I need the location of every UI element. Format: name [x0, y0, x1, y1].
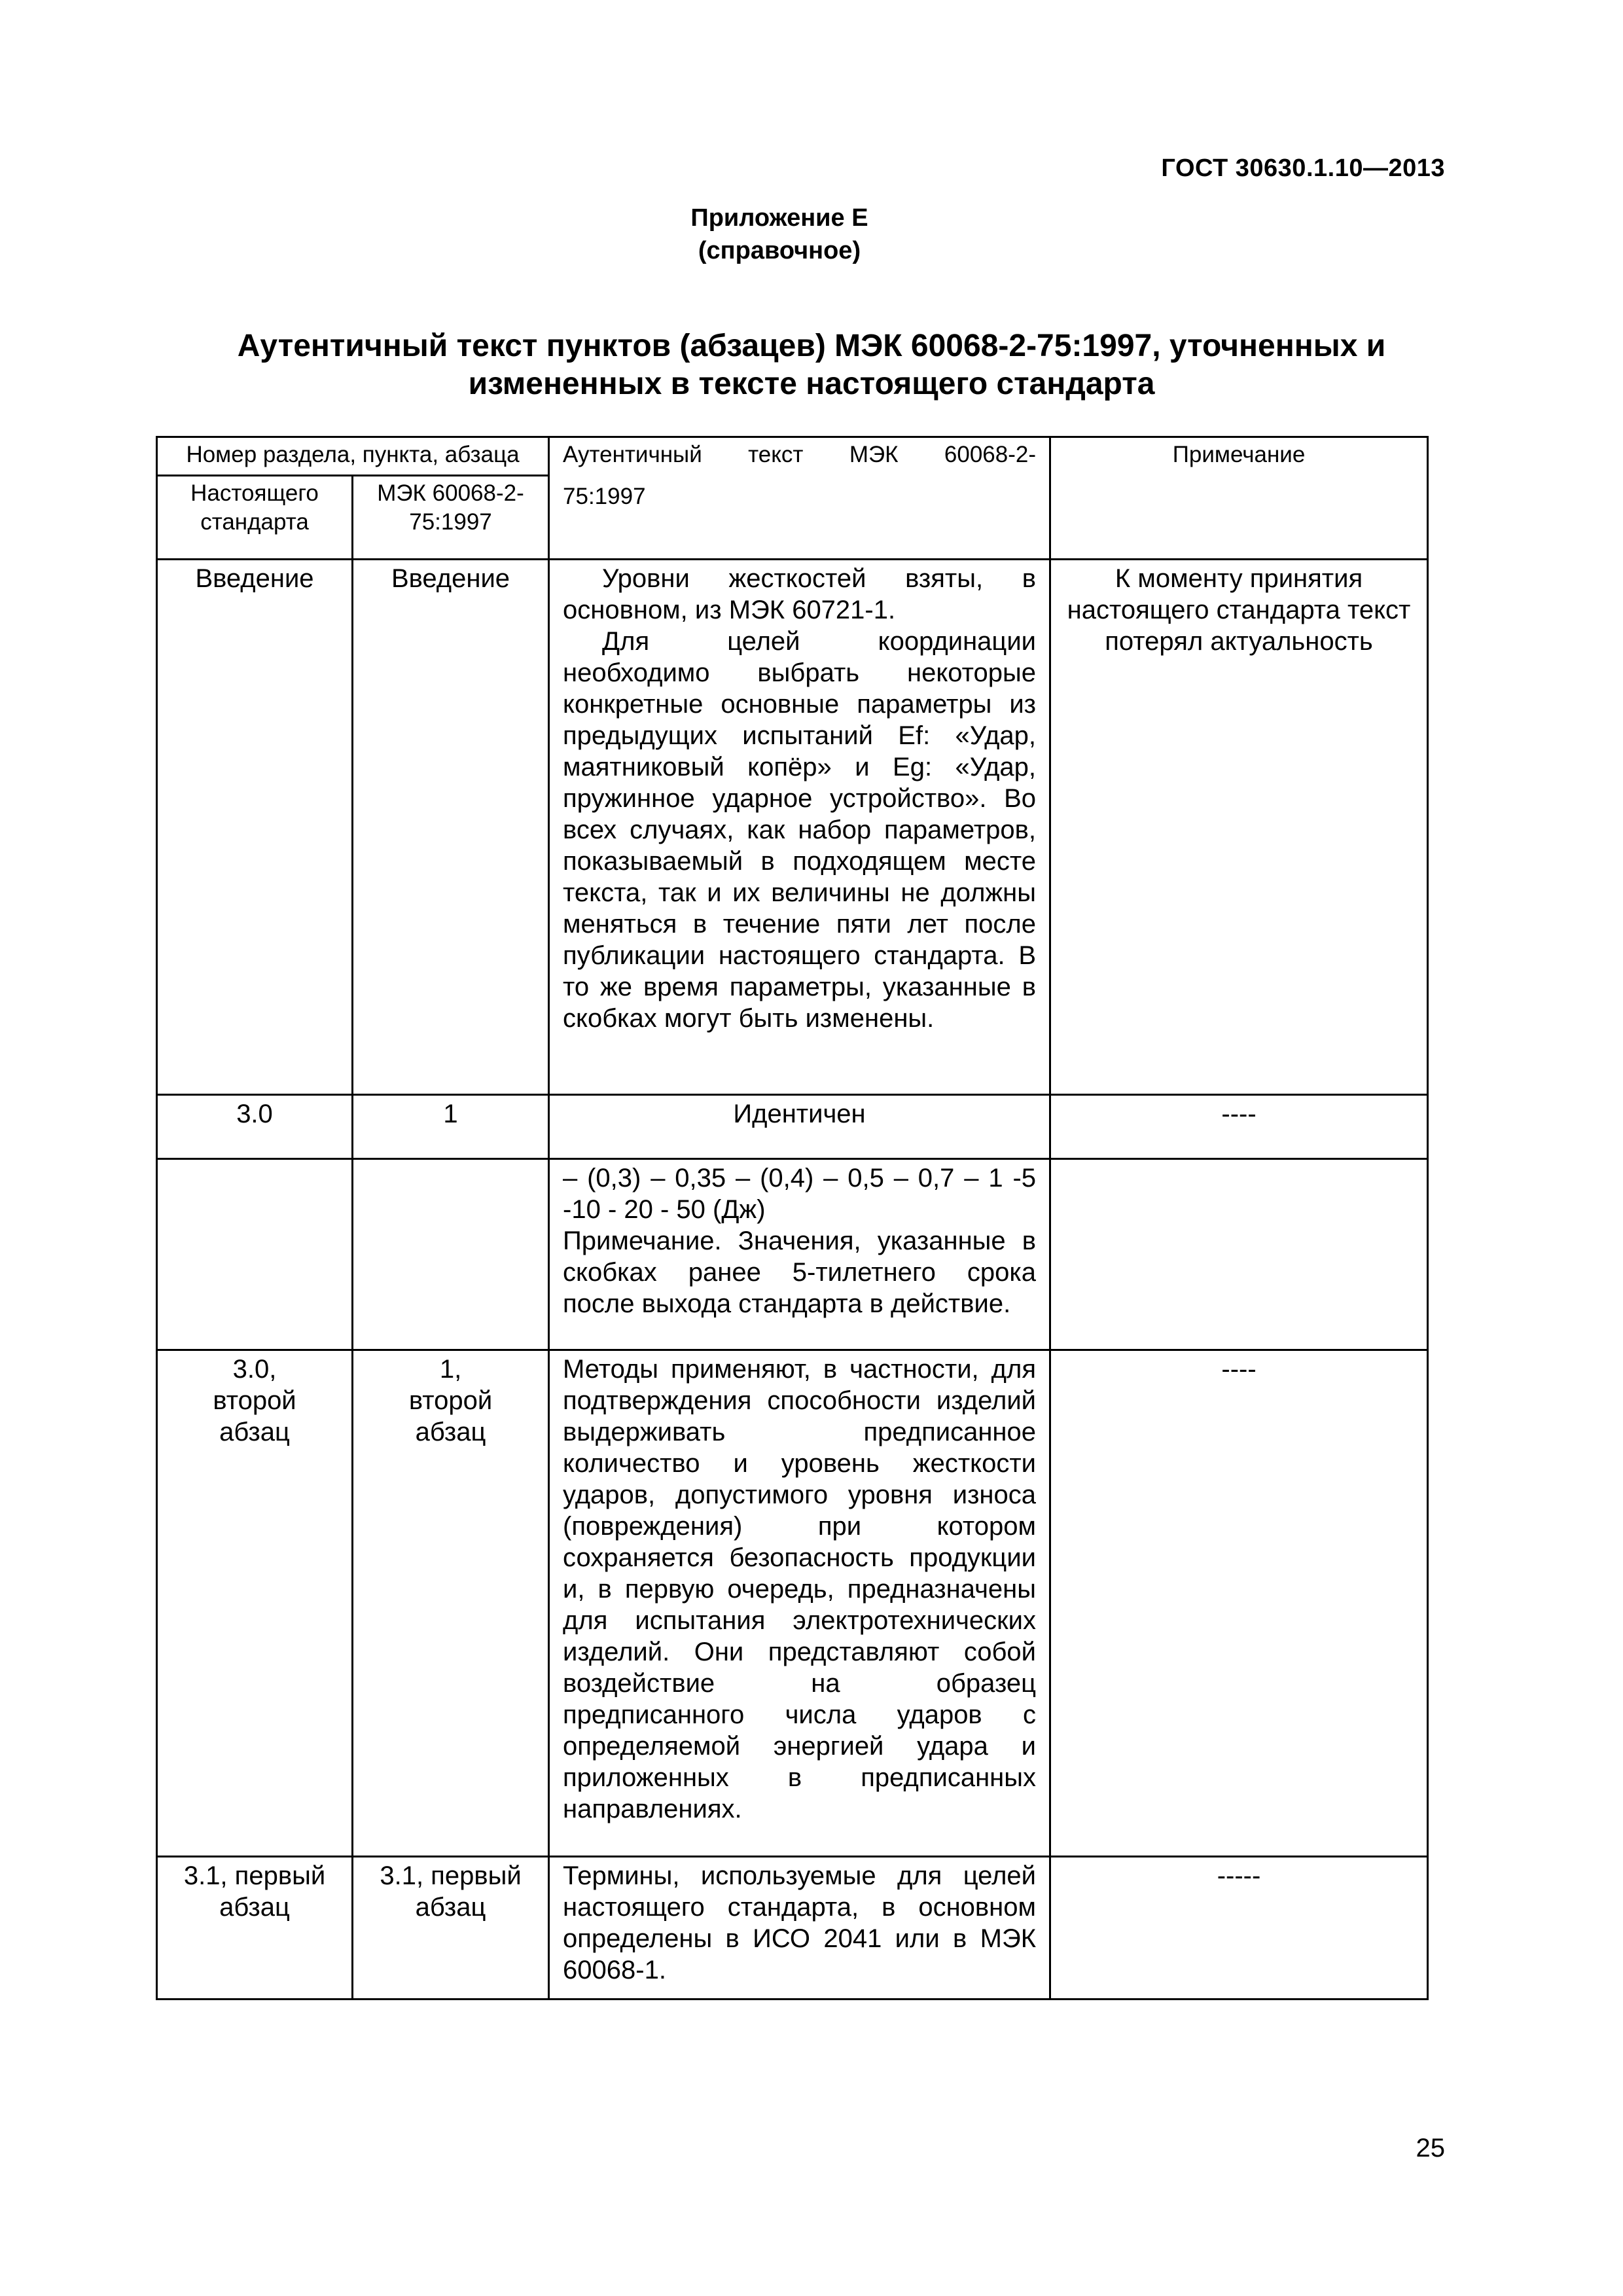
table-row: [157, 1095, 1428, 1159]
cell-authentic-text: Идентичен: [549, 1095, 1050, 1159]
table-header-row-1: [157, 437, 1428, 476]
header-section-group: Номер раздела, пункта, абзаца: [157, 437, 549, 476]
cell-this-standard: 3.0: [157, 1095, 353, 1159]
cell-line: 1,: [439, 1355, 462, 1384]
cell-line: 3.0,: [232, 1355, 277, 1384]
header-note: Примечание: [1050, 437, 1428, 560]
appendix-subtitle: (справочное): [698, 237, 861, 264]
text-paragraph: Примечание. Значения, указанные в скобках ранее 5-тилетнего срока после выхода стандарта в действие.: [563, 1227, 1037, 1318]
cell-line: абзац: [415, 1418, 486, 1446]
cell-authentic-text: Методы применяют, в частности, для подтверждения способности изделий выдерживать предписанное количество и уровень жесткости ударов, допустимого уровня износа (повреждения) при котором сохраняется безопасность продукции и, в первую очередь, предназначены для испытания электротехнических изделий. Они представляют собой воздействие на образец предписанного числа ударов с определяемой энергией удара и приложенных в предписанных направлениях.: [549, 1350, 1050, 1857]
cell-note: К моменту принятия настоящего стандарта текст потерял актуальность: [1050, 560, 1428, 1095]
cell-line: абзац: [219, 1418, 290, 1446]
cell-iec: Введение: [353, 560, 549, 1095]
cell-iec: [353, 1857, 549, 2000]
cell-line: 3.1, первый: [380, 1861, 522, 1890]
appendix-heading: [0, 202, 1559, 267]
cell-note: ----: [1050, 1350, 1428, 1857]
cell-line: 3.1, первый: [183, 1861, 326, 1890]
cell-note: -----: [1050, 1857, 1428, 2000]
cell-this-standard: Введение: [157, 560, 353, 1095]
page-number: 25: [1416, 2134, 1445, 2162]
header-this-standard: Настоящего стандарта: [157, 476, 353, 560]
cell-note: [1050, 1159, 1428, 1350]
document-title-line-2: измененных в тексте настоящего стандарта: [468, 367, 1155, 401]
cell-line: абзац: [219, 1893, 290, 1922]
cell-authentic-text: [549, 1159, 1050, 1350]
cell-authentic-text: [549, 560, 1050, 1095]
cell-line: абзац: [415, 1893, 486, 1922]
table-row: [157, 1350, 1428, 1857]
header-iec-standard: МЭК 60068-2-75:1997: [353, 476, 549, 560]
header-authentic-text: [549, 437, 1050, 560]
gost-number: ГОСТ 30630.1.10—2013: [1161, 154, 1445, 182]
cell-iec: 1: [353, 1095, 549, 1159]
cell-this-standard: [157, 1159, 353, 1350]
cell-line: второй: [213, 1386, 296, 1415]
document-title-line-1: Аутентичный текст пунктов (абзацев) МЭК 60068-2-75:1997, уточненных и: [237, 329, 1386, 363]
table-row: [157, 1857, 1428, 2000]
text-paragraph: Для целей координации необходимо выбрать некоторые конкретные основные параметры из предыдущих испытаний Ef: «Удар, маятниковый копёр» и Eg: «Удар, пружинное ударное устройство». Во всех случаях, как набор параметров, показываемый в подходящем месте текста, так и их величины не должны меняться в течение пяти лет после публикации настоящего стандарта. В то же время параметры, указанные в скобках могут быть изменены.: [563, 627, 1037, 1033]
cell-iec: [353, 1350, 549, 1857]
cell-line: второй: [408, 1386, 493, 1415]
header-authentic-text-line-1: Аутентичный текст МЭК 60068-2-: [563, 442, 1037, 467]
text-paragraph: – (0,3) – 0,35 – (0,4) – 0,5 – 0,7 – 1 -5 -10 - 20 - 50 (Дж): [563, 1164, 1037, 1224]
appendix-title: Приложение Е: [690, 204, 868, 232]
document-title: [0, 327, 1623, 403]
text-paragraph: Уровни жесткостей взяты, в основном, из МЭК 60721-1.: [563, 564, 1037, 624]
table-row: [157, 1159, 1428, 1350]
cell-note: ----: [1050, 1095, 1428, 1159]
table-row: [157, 560, 1428, 1095]
header-authentic-text-line-2: 75:1997: [563, 484, 646, 509]
cell-authentic-text: Термины, используемые для целей настоящего стандарта, в основном определены в ИСО 2041 или в МЭК 60068-1.: [549, 1857, 1050, 2000]
cell-this-standard: [157, 1350, 353, 1857]
cell-this-standard: [157, 1857, 353, 2000]
correspondence-table: [156, 436, 1429, 2000]
cell-iec: [353, 1159, 549, 1350]
